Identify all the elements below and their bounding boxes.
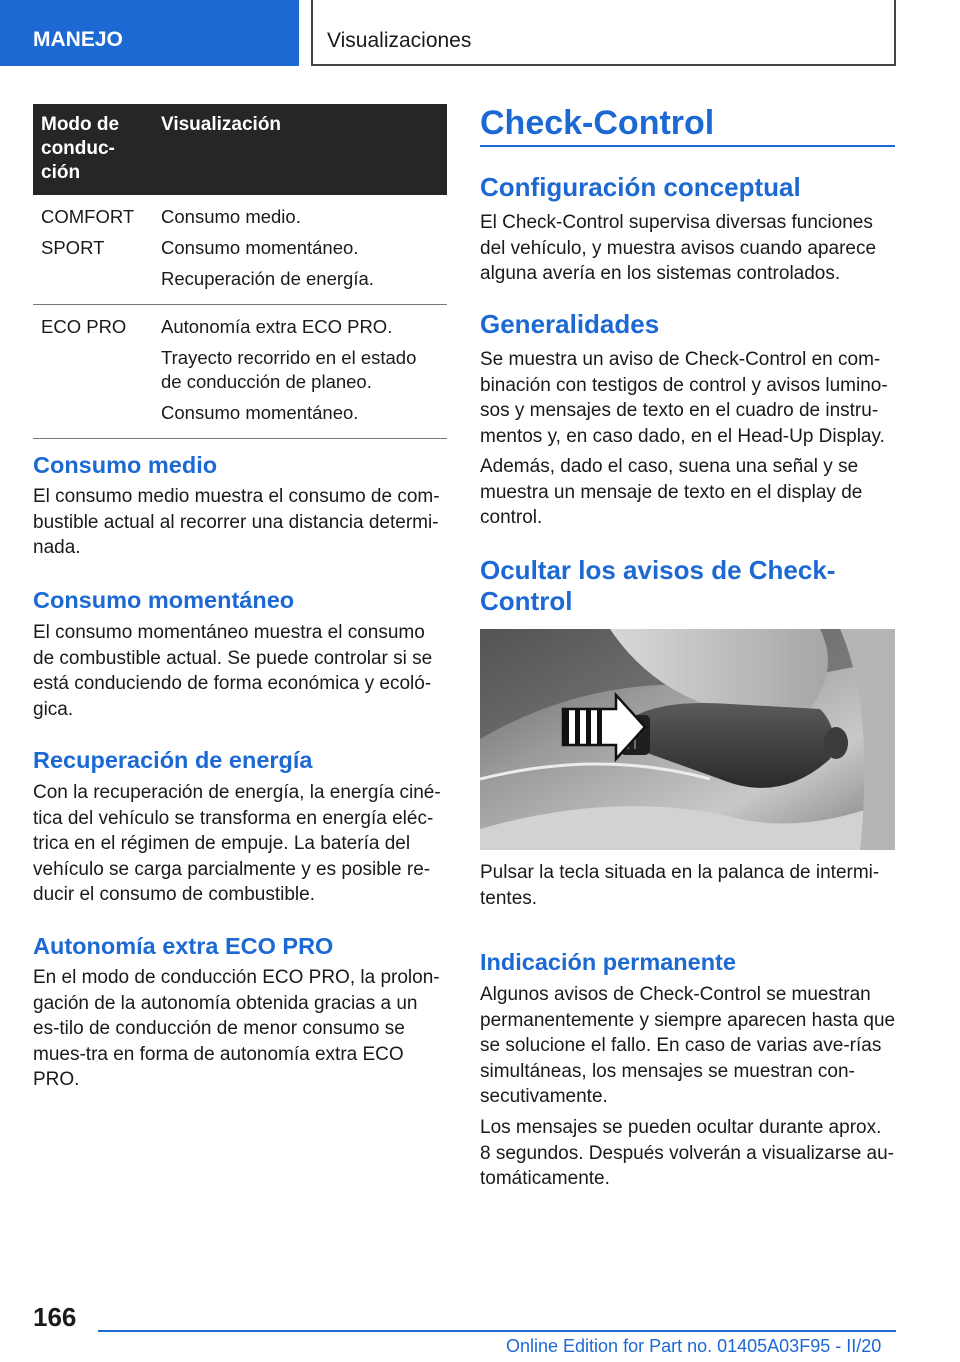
drive-mode-table (33, 104, 447, 439)
chapter-title: Visualizaciones (327, 29, 472, 52)
paragraph-consumo-medio: El consumo medio muestra el consumo de com-bustible actual al recorrer una distancia determi-nada. (33, 486, 440, 558)
paragraph-recuperacion-energia: Con la recuperación de energía, la energía ciné-tica del vehículo se transforma en energía eléc-trica en el régimen de empuje. La batería del vehículo se carga parcialmente y es posible re-ducir el consumo de combustible. (33, 782, 441, 905)
heading-ocultar-avisos: Ocultar los avisos de Check-Control (480, 555, 836, 616)
table-header-mode: Modo de conduc-ción (33, 104, 153, 195)
paragraph-autonomia-eco-pro: En el modo de conducción ECO PRO, la prolon-gación de la autonomía obtenida gracias a un es-tilo de conducción de menor consumo se mues-tra en forma de autonomía extra ECO PRO. (33, 967, 440, 1090)
section-tab (0, 0, 299, 66)
mode-label: COMFORT (41, 206, 135, 227)
paragraph-generalidades-2: Además, dado el caso, suena una señal y se muestra un mensaje de texto en el display de control. (480, 456, 863, 528)
chapter-tab (311, 0, 896, 66)
section-title: MANEJO (33, 28, 123, 51)
caption-ocultar-avisos: Pulsar la tecla situada en la palanca de intermi-tentes. (480, 862, 880, 909)
mode-label: ECO PRO (41, 316, 127, 337)
paragraph-generalidades-1: Se muestra un aviso de Check-Control en com-binación con testigos de control y avisos lumino-sos y mensajes de texto en el cuadro de instru-mentos y, en caso dado, en el Head-Up Display. (480, 349, 888, 447)
paragraph-consumo-momentaneo: El consumo momentáneo muestra el consumo de combustible actual. Se puede controlar si se está conduciendo de forma económica y ecoló-gica. (33, 622, 433, 720)
heading-configuracion-conceptual: Configuración conceptual (480, 172, 801, 202)
table-row (33, 305, 447, 439)
paragraph-indicacion-permanente-2: Los mensajes se pueden ocultar durante aprox. 8 segundos. Después volverán a visualizarse au-tomáticamente. (480, 1117, 895, 1189)
heading-rule (480, 145, 895, 147)
table-cell-mode (33, 195, 153, 305)
footer-edition-text: Online Edition for Part no. 01405A03F95 - II/20 (506, 1336, 882, 1356)
display-item: Consumo momentáneo. (161, 237, 359, 258)
heading-indicacion-permanente: Indicación permanente (480, 949, 736, 975)
table-cell-mode (33, 305, 153, 439)
heading-consumo-momentaneo: Consumo momentáneo (33, 587, 295, 613)
display-item: Consumo momentáneo. (161, 402, 359, 423)
table-header-display: Visualización (153, 104, 447, 195)
paragraph-indicacion-permanente-1: Algunos avisos de Check-Control se muestran permanentemente y siempre aparecen hasta que se solucione el fallo. En caso de varias ave-rías simultáneas, los mensajes se muestran con-secutivamente. (480, 984, 896, 1107)
chapter-heading-check-control: Check-Control (480, 104, 715, 142)
table-row (33, 195, 447, 305)
table-header-row (33, 104, 447, 195)
paragraph-configuracion-conceptual: El Check-Control supervisa diversas funciones del vehículo, y muestra avisos cuando aparece alguna avería en los sistemas controlados. (480, 212, 877, 284)
table-cell-display (153, 195, 447, 305)
display-item: Consumo medio. (161, 206, 301, 227)
turn-signal-lever-illustration (480, 629, 895, 850)
heading-generalidades: Generalidades (480, 309, 660, 339)
heading-consumo-medio: Consumo medio (33, 452, 218, 478)
display-item: Autonomía extra ECO PRO. (161, 316, 393, 337)
table-cell-display (153, 305, 447, 439)
page-number: 166 (33, 1302, 77, 1332)
mode-label: SPORT (41, 237, 105, 258)
heading-autonomia-eco-pro: Autonomía extra ECO PRO (33, 933, 334, 959)
display-item: Recuperación de energía. (161, 268, 374, 289)
footer-rule (98, 1330, 896, 1332)
display-item: Trayecto recorrido en el estado de conducción de planeo. (161, 347, 417, 392)
heading-recuperacion-energia: Recuperación de energía (33, 747, 313, 773)
